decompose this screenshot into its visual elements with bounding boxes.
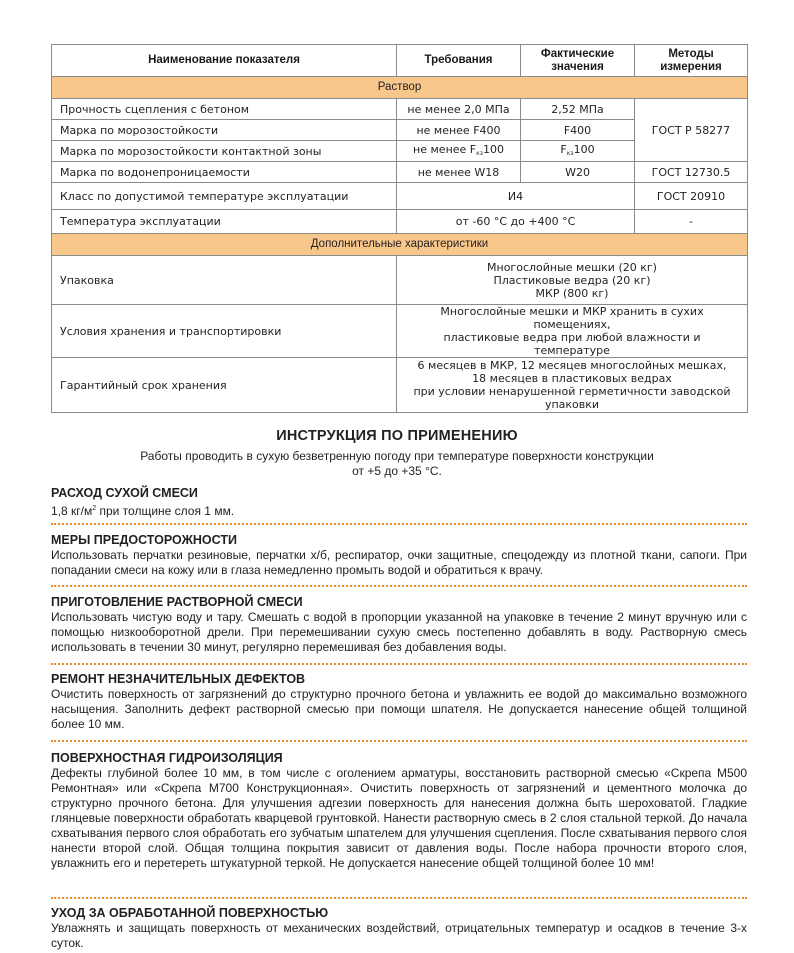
row-req: И4 bbox=[397, 183, 635, 210]
row-name: Марка по морозостойкости bbox=[52, 120, 397, 141]
section-heading: МЕРЫ ПРЕДОСТОРОЖНОСТИ bbox=[51, 533, 237, 547]
section-row-extra bbox=[52, 234, 748, 256]
section-text: Очистить поверхность от загрязнений до структурно прочного бетона и увлажнить ее водой до максимально возможного насыщения. Заполнить дефект растворной смесью при помощи шпателя. Не допускается нанесение общей толщиной более 10 мм. bbox=[51, 687, 747, 731]
divider bbox=[51, 523, 747, 525]
row-actual: $F_{кз}100$ bbox=[521, 141, 635, 162]
section-row-solution bbox=[52, 77, 748, 99]
divider bbox=[51, 663, 747, 665]
row-actual: F400 bbox=[521, 120, 635, 141]
row-req: не менее 2,0 МПа bbox=[397, 99, 521, 120]
instructions-intro: Работы проводить в сухую безветренную погоду при температуре поверхности конструкции от +5 до +35 °С. bbox=[140, 449, 654, 478]
row-req: от -60 °С до +400 °С bbox=[397, 210, 635, 234]
table-row bbox=[52, 162, 748, 183]
section-repair bbox=[51, 672, 747, 732]
section-care bbox=[51, 906, 747, 951]
divider bbox=[51, 897, 747, 899]
row-method: ГОСТ 20910 bbox=[635, 183, 748, 210]
header-requirements: Требования bbox=[397, 45, 521, 77]
section-preparation bbox=[51, 595, 747, 655]
row-method-merged: ГОСТ Р 58277 bbox=[635, 99, 748, 162]
divider bbox=[51, 585, 747, 587]
table-header-row bbox=[52, 45, 748, 77]
row-name: Прочность сцепления с бетоном bbox=[52, 99, 397, 120]
header-actual: Фактические значения bbox=[521, 45, 635, 77]
header-method: Методы измерения bbox=[635, 45, 748, 77]
row-value: Многослойные мешки и МКР хранить в сухих помещениях, пластиковые ведра при любой влажности и температуре bbox=[397, 305, 748, 358]
section-title: Дополнительные характеристики bbox=[52, 234, 748, 256]
section-text: Увлажнять и защищать поверхность от механических воздействий, отрицательных температур и осадков в течение 3-х суток. bbox=[51, 921, 747, 950]
table-row bbox=[52, 358, 748, 413]
row-value: 6 месяцев в МКР, 12 месяцев многослойных мешках, 18 месяцев в пластиковых ведрах при условии ненарушенной герметичности заводской упаковки bbox=[397, 358, 748, 413]
row-actual: W20 bbox=[521, 162, 635, 183]
row-name: Температура эксплуатации bbox=[52, 210, 397, 234]
section-heading: УХОД ЗА ОБРАБОТАННОЙ ПОВЕРХНОСТЬЮ bbox=[51, 906, 329, 920]
section-heading: РЕМОНТ НЕЗНАЧИТЕЛЬНЫХ ДЕФЕКТОВ bbox=[51, 672, 306, 686]
section-text: 1,8 $кг/м^2$ при толщине слоя 1 мм. bbox=[51, 504, 235, 518]
row-method: ГОСТ 12730.5 bbox=[635, 162, 748, 183]
table-row bbox=[52, 256, 748, 305]
row-req: не менее $F_{кз}100$ bbox=[397, 141, 521, 162]
row-name: Марка по морозостойкости контактной зоны bbox=[52, 141, 397, 162]
row-name: Условия хранения и транспортировки bbox=[52, 305, 397, 358]
section-waterproofing bbox=[51, 751, 747, 871]
row-req: не менее W18 bbox=[397, 162, 521, 183]
section-precautions bbox=[51, 533, 747, 578]
table-row bbox=[52, 183, 748, 210]
divider bbox=[51, 740, 747, 742]
row-actual: 2,52 МПа bbox=[521, 99, 635, 120]
row-name: Упаковка bbox=[52, 256, 397, 305]
section-consumption bbox=[51, 486, 747, 519]
table-row bbox=[52, 210, 748, 234]
row-name: Класс по допустимой температуре эксплуатации bbox=[52, 183, 397, 210]
section-text: Использовать чистую воду и тару. Смешать с водой в пропорции указанной на упаковке в течение 2 минут вручную или с помощью низкооборотной дрели. При перемешивании сухую смесь постепенно добавлять в воду. Растворную смесь использовать в течении 30 минут, регулярно перемешивая без добавления воды. bbox=[51, 610, 747, 654]
section-title: Раствор bbox=[52, 77, 748, 99]
header-name: Наименование показателя bbox=[52, 45, 397, 77]
table-row bbox=[52, 305, 748, 358]
row-method: - bbox=[635, 210, 748, 234]
table-row bbox=[52, 99, 748, 120]
row-name: Марка по водонепроницаемости bbox=[52, 162, 397, 183]
section-heading: ПОВЕРХНОСТНАЯ ГИДРОИЗОЛЯЦИЯ bbox=[51, 751, 283, 765]
section-heading: РАСХОД СУХОЙ СМЕСИ bbox=[51, 486, 198, 500]
section-heading: ПРИГОТОВЛЕНИЕ РАСТВОРНОЙ СМЕСИ bbox=[51, 595, 303, 609]
row-value: Многослойные мешки (20 кг) Пластиковые ведра (20 кг) МКР (800 кг) bbox=[397, 256, 748, 305]
row-name: Гарантийный срок хранения bbox=[52, 358, 397, 413]
section-text: Дефекты глубиной более 10 мм, в том числе с оголением арматуры, восстановить растворной смесью «Скрепа М500 Ремонтная» или «Скрепа М700 Конструкционная». Очистить поверхность от загрязнений и цементного молочка до структурно прочного бетона. Для улучшения адгезии поверхность для нанесения должна быть шероховатой. Гладкие глянцевые поверхности обработать кварцевой грунтовкой. Нанести растворную смесь в 2 слоя стальной теркой. До начала схватывания первого слоя обработать его зубчатым шпателем для улучшения сцепления. После схватывания первого слоя нанести второй слой. Общая толщина покрытия зависит от давления воды. После набора прочности второго слоя, увлажнить его и перетереть штукатурной теркой. Не допускается нанесение общей толщиной более 10 мм! bbox=[51, 766, 747, 870]
instructions-title: ИНСТРУКЦИЯ ПО ПРИМЕНЕНИЮ bbox=[276, 428, 518, 444]
row-req: не менее F400 bbox=[397, 120, 521, 141]
spec-table bbox=[51, 44, 748, 413]
section-text: Использовать перчатки резиновые, перчатки х/б, респиратор, очки защитные, спецодежду из плотной ткани, сапоги. При попадании смеси на кожу или в глаза немедленно промыть водой и обратиться к врачу. bbox=[51, 548, 747, 577]
